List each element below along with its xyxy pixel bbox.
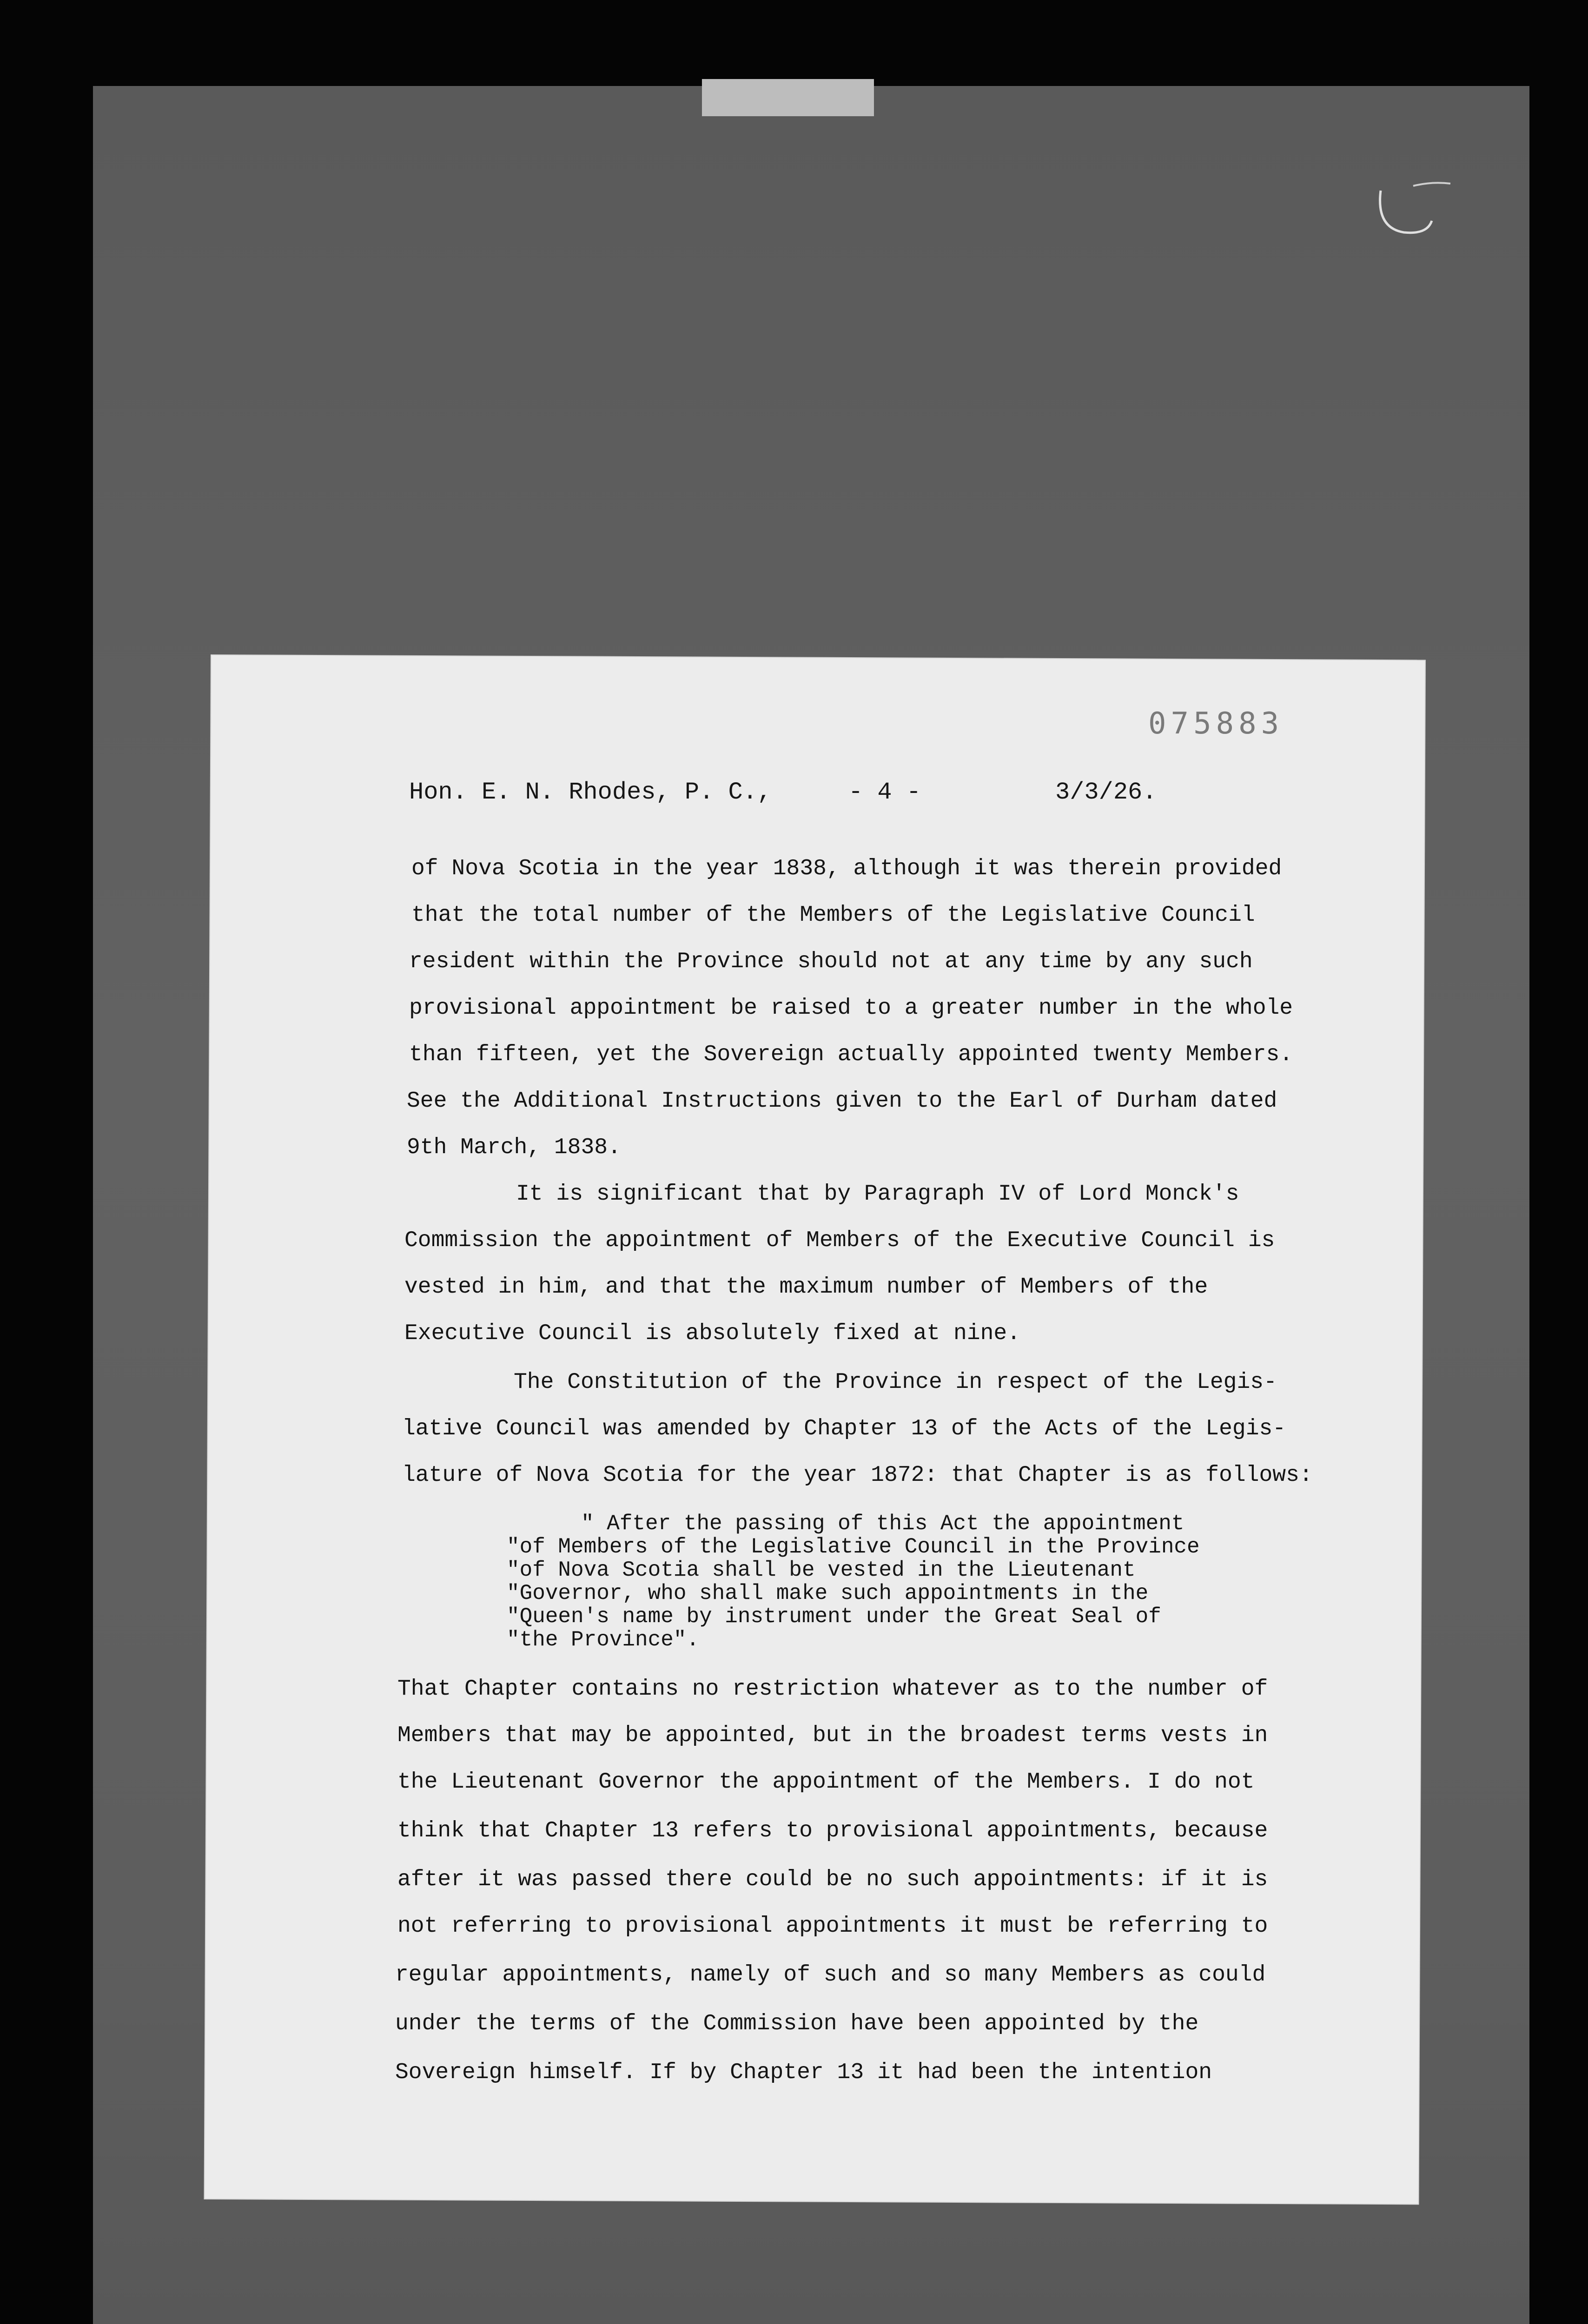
body-line: that the total number of the Members of the Legislative Council	[411, 903, 1255, 928]
body-line: The Constitution of the Province in respect of the Legis-	[514, 1370, 1277, 1395]
body-line: lature of Nova Scotia for the year 1872: that Chapter is as follows:	[402, 1463, 1313, 1488]
header-page-number: - 4 -	[848, 779, 921, 806]
body-line: 9th March, 1838.	[407, 1135, 621, 1160]
body-line: Commission the appointment of Members of the Executive Council is	[404, 1228, 1275, 1253]
letter-header	[409, 779, 1199, 816]
body-line: Members that may be appointed, but in the broadest terms vests in	[397, 1723, 1268, 1748]
body-line: after it was passed there could be no such appointments: if it is	[397, 1867, 1268, 1892]
body-line: think that Chapter 13 refers to provisional appointments, because	[397, 1818, 1268, 1843]
body-line: under the terms of the Commission have been appointed by the	[395, 2011, 1199, 2036]
body-line: than fifteen, yet the Sovereign actually appointed twenty Members.	[409, 1042, 1293, 1067]
quote-line: "Queen's name by instrument under the Great Seal of	[507, 1604, 1161, 1629]
body-line: See the Additional Instructions given to the Earl of Durham dated	[407, 1089, 1277, 1114]
quote-line: "Governor, who shall make such appointments in the	[507, 1581, 1149, 1605]
body-line: vested in him, and that the maximum number of Members of the	[404, 1274, 1208, 1300]
body-line: of Nova Scotia in the year 1838, although it was therein provided	[411, 856, 1282, 881]
body-line: provisional appointment be raised to a greater number in the whole	[409, 996, 1293, 1021]
quote-line: "the Province".	[507, 1628, 700, 1652]
quote-line: " After the passing of this Act the appointment	[581, 1512, 1184, 1536]
quote-line: "of Members of the Legislative Council in the Province	[507, 1535, 1200, 1559]
header-addressee: Hon. E. N. Rhodes, P. C.,	[409, 779, 772, 806]
body-line: resident within the Province should not at any time by any such	[409, 949, 1253, 974]
body-line: Sovereign himself. If by Chapter 13 it had been the intention	[395, 2060, 1212, 2085]
archive-number: 075883	[1148, 706, 1284, 741]
quote-line: "of Nova Scotia shall be vested in the Lieutenant	[507, 1558, 1136, 1582]
body-line: Executive Council is absolutely fixed at nine.	[404, 1321, 1021, 1346]
body-line: That Chapter contains no restriction whatever as to the number of	[397, 1677, 1268, 1702]
body-line: It is significant that by Paragraph IV of Lord Monck's	[516, 1182, 1239, 1207]
scratch-mark	[1371, 177, 1455, 251]
body-line: regular appointments, namely of such and so many Members as could	[395, 1962, 1266, 1987]
body-line: not referring to provisional appointments it must be referring to	[397, 1914, 1268, 1939]
header-date: 3/3/26.	[1055, 779, 1157, 806]
body-line: the Lieutenant Governor the appointment of the Members. I do not	[397, 1769, 1255, 1795]
tape-strip	[702, 79, 874, 116]
body-line: lative Council was amended by Chapter 13 of the Acts of the Legis-	[402, 1416, 1286, 1441]
